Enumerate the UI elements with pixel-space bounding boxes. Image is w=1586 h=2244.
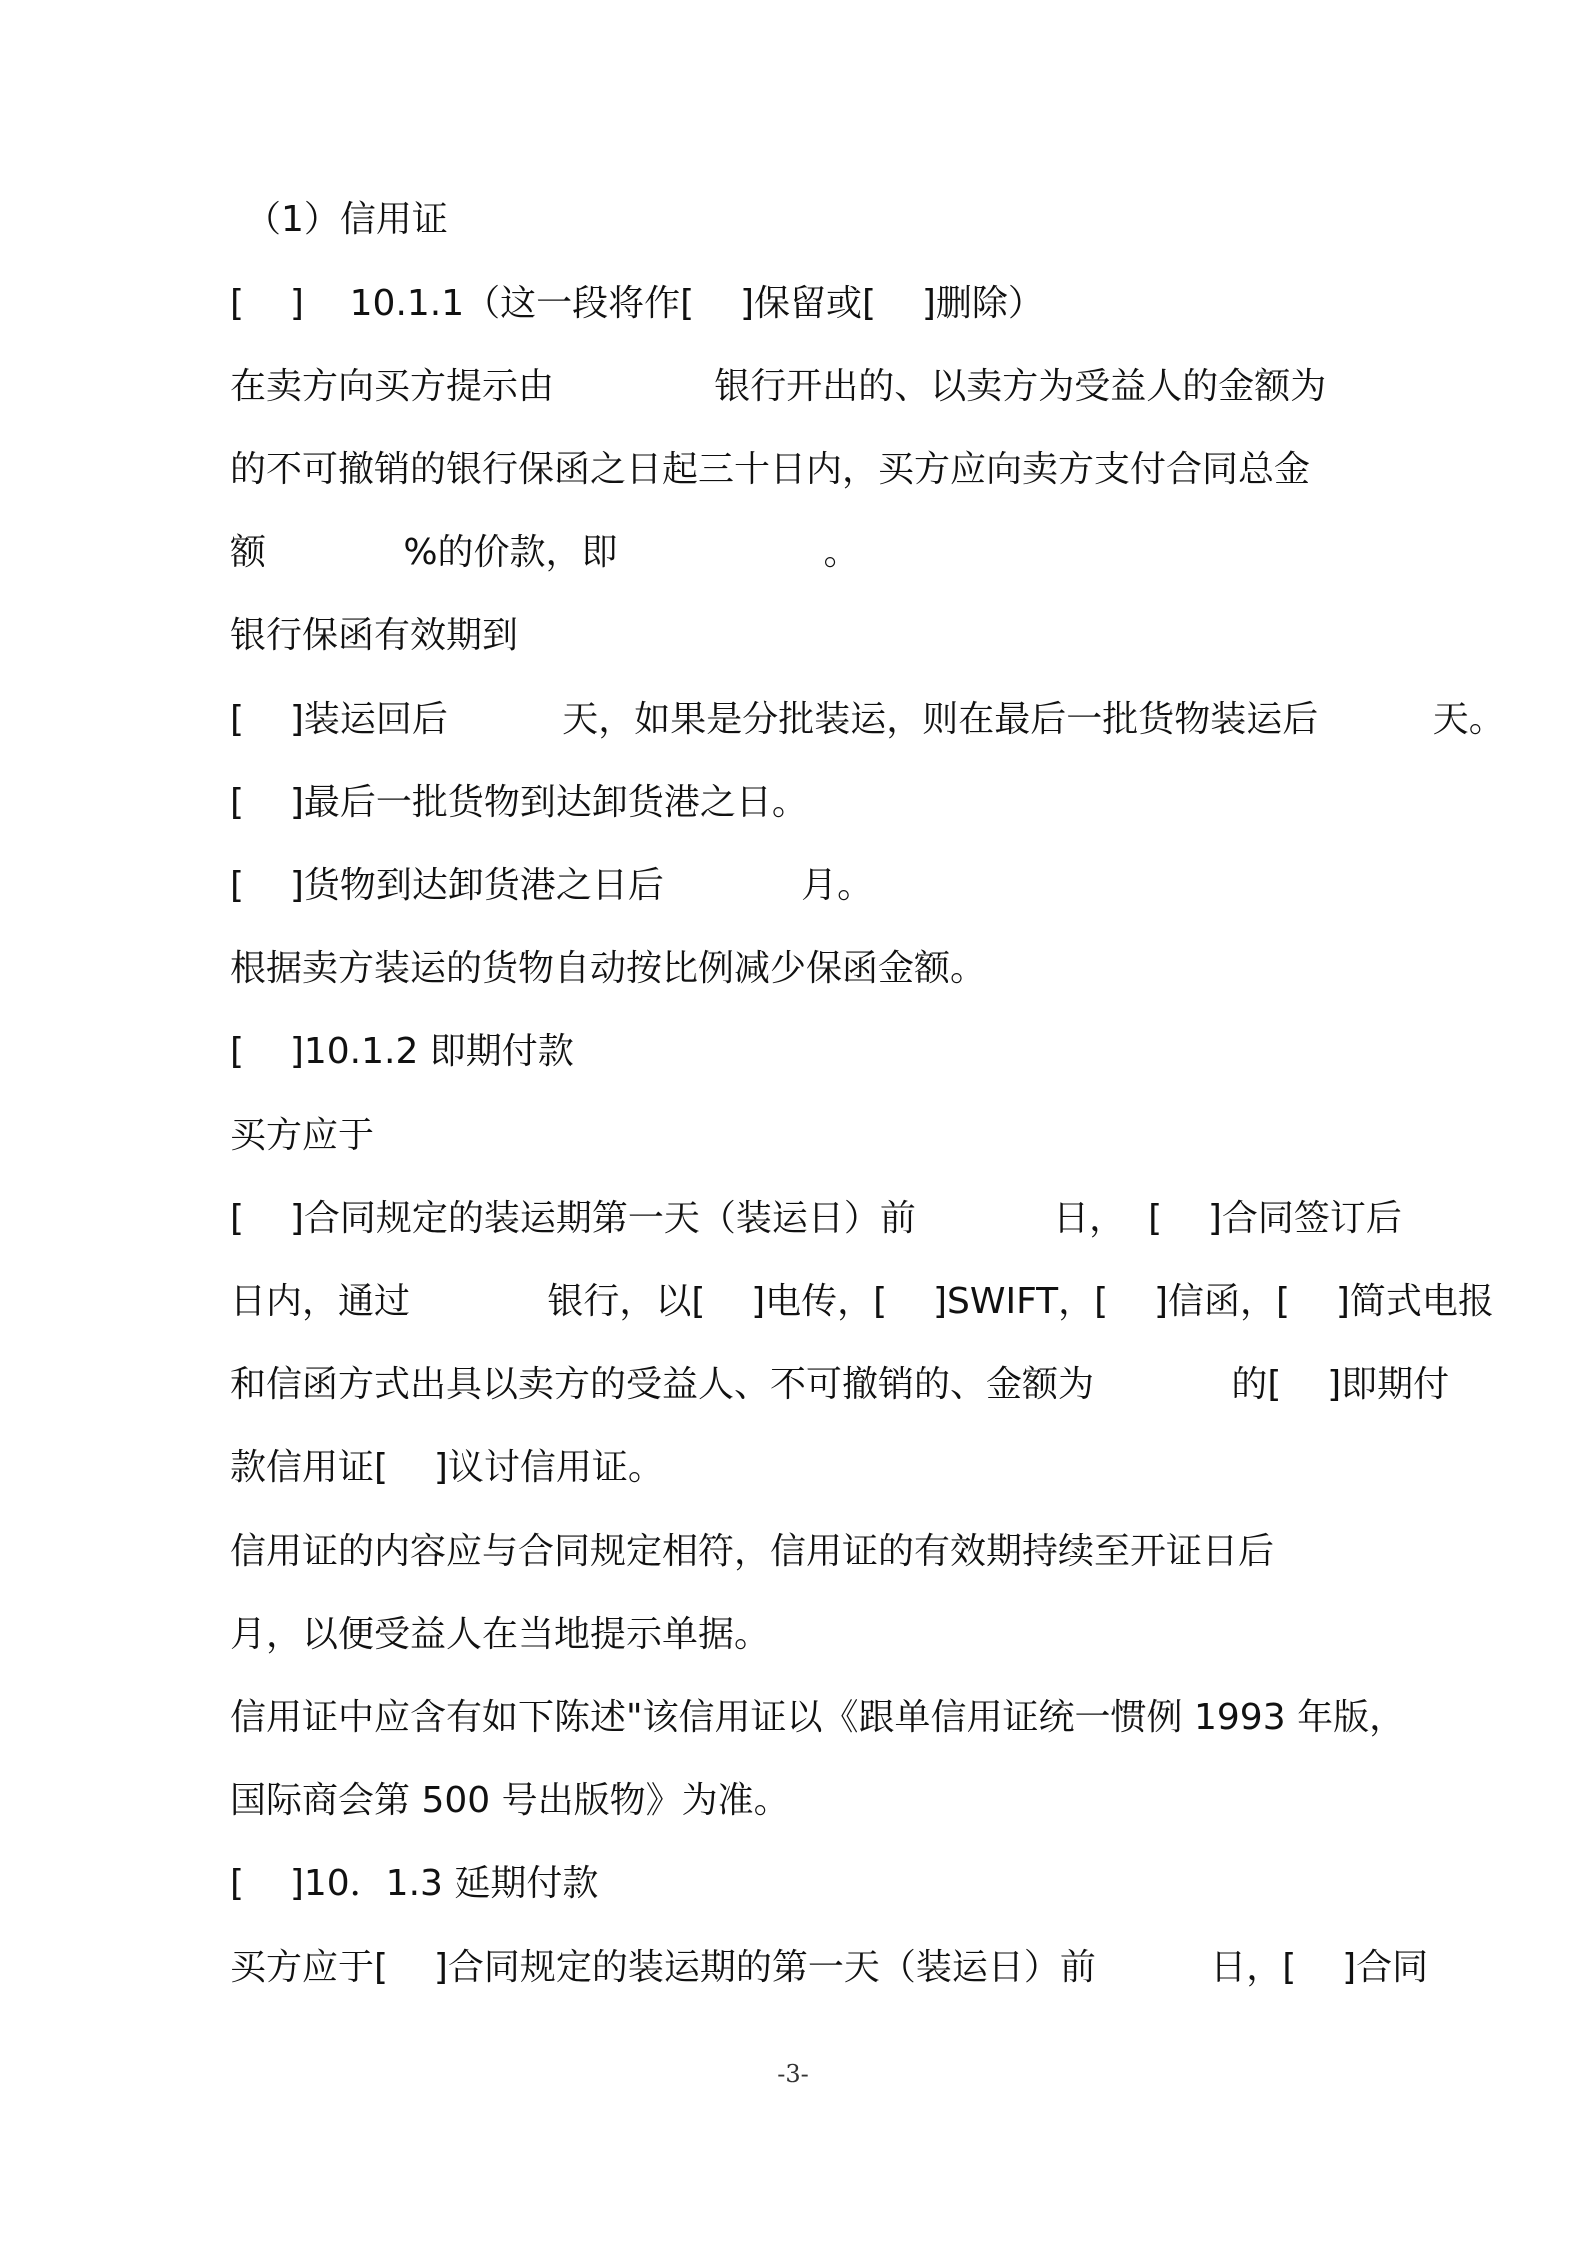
- text-line: 在卖方向买方提示由 银行开出的、以卖方为受益人的金额为: [230, 366, 1327, 407]
- text-line: 额 %的价款，即 。: [230, 532, 860, 573]
- option-line: [ ]装运回后 天，如果是分批装运，则在最后一批货物装运后 天。: [230, 699, 1505, 740]
- clause-10-1-2-heading: [ ]10.1.2 即期付款: [230, 1031, 574, 1072]
- text-line: 买方应于: [230, 1115, 375, 1156]
- clause-10-1-3-heading: [ ]10．1.3 延期付款: [230, 1863, 599, 1904]
- text-line: 的不可撤销的银行保函之日起三十日内，买方应向卖方支付合同总金: [230, 449, 1311, 490]
- text-line: 国际商会第 500 号出版物》为准。: [230, 1780, 790, 1821]
- option-line: [ ]合同规定的装运期第一天（装运日）前 日， [ ]合同签订后: [230, 1198, 1402, 1239]
- clause-10-1-1-heading: [ ] 10.1.1（这一段将作[ ]保留或[ ]删除）: [230, 283, 1044, 324]
- text-line: 根据卖方装运的货物自动按比例减少保函金额。: [230, 948, 987, 989]
- text-line: 和信函方式出具以卖方的受益人、不可撤销的、金额为 的[ ]即期付: [230, 1364, 1450, 1405]
- text-line: 日内，通过 银行，以[ ]电传，[ ]SWIFT，[ ]信函，[ ]简式电报: [230, 1281, 1494, 1322]
- page-number: -3-: [777, 2060, 809, 2088]
- text-line: 信用证的内容应与合同规定相符，信用证的有效期持续至开证日后: [230, 1531, 1275, 1572]
- text-line: 银行保函有效期到: [230, 615, 519, 656]
- section-heading: （1）信用证: [245, 199, 448, 240]
- option-line: [ ]最后一批货物到达卸货港之日。: [230, 782, 808, 823]
- text-line: 买方应于[ ]合同规定的装运期的第一天（装运日）前 日，[ ]合同: [230, 1947, 1429, 1988]
- text-line: 款信用证[ ]议讨信用证。: [230, 1447, 664, 1488]
- text-line: 信用证中应含有如下陈述"该信用证以《跟单信用证统一惯例 1993 年版，: [230, 1697, 1406, 1738]
- text-line: 月，以便受益人在当地提示单据。: [230, 1614, 771, 1655]
- option-line: [ ]货物到达卸货港之日后 月。: [230, 865, 874, 906]
